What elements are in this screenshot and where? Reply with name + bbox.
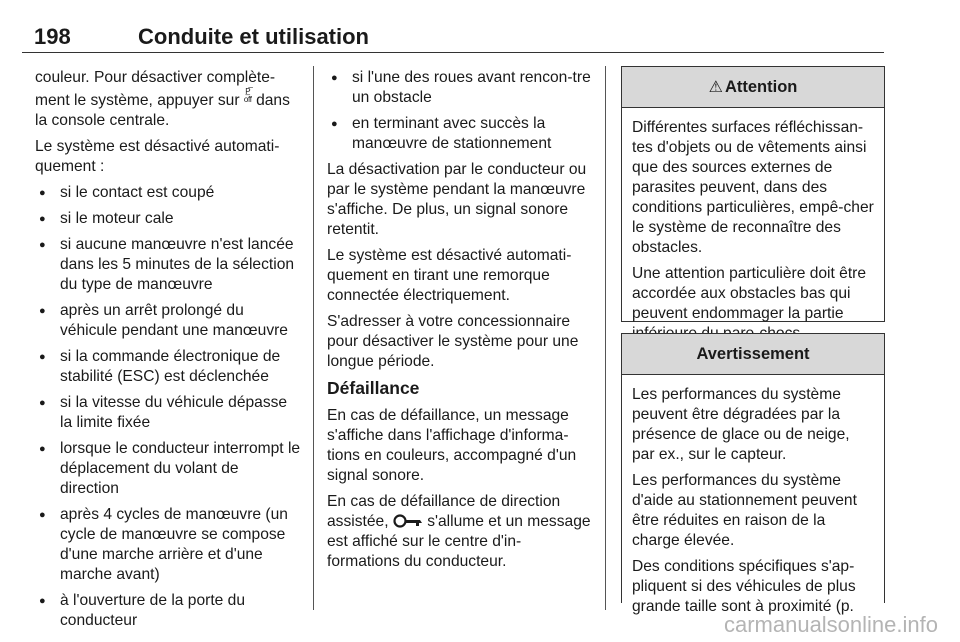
list-item: ● si le contact est coupé [35,183,301,203]
list-item: ● si la commande électronique de stabilité (ESC) est déclenchée [35,347,301,387]
watermark: carmanualsonline.info [723,612,938,637]
warning-triangle-icon: ⚠ [708,79,723,96]
col2-paragraph-1: La désactivation par le conducteur ou par le système pendant la manœuvre s'affiche. De plus, un signal sonore retentit. [327,161,587,238]
column-divider-1 [313,66,314,610]
warning-title: Avertissement [696,344,810,363]
warning-body [622,375,884,617]
list-item: ● après un arrêt prolongé du véhicule pendant une manœuvre [35,301,301,341]
list-item: ● en terminant avec succès la manœuvre de stationnement [327,114,593,154]
warning-paragraph-2: Les performances du système d'aide au stationnement peuvent être réduites en raison de la charge élevée. [632,472,857,549]
list-item: ● après 4 cycles de manœuvre (un cycle de manœuvre se compose d'une marche arrière et d'une marche avant) [35,505,301,585]
attention-body [622,108,884,344]
list-item: ● si aucune manœuvre n'est lancée dans les 5 minutes de la sélection du type de manœuvre [35,235,301,295]
list-item: ● si l'une des roues avant rencon-tre un obstacle [327,68,593,108]
page-number: 198 [34,24,71,49]
col2-paragraph-4: En cas de défaillance, un message s'affiche dans l'affichage d'informa-tions en couleurs, accompagné d'un signal sonore. [327,407,577,484]
col1-paragraph-1: couleur. Pour désactiver complète-ment le système, appuyer sur P̲̅ off dans la console centrale. [35,69,290,129]
steering-warning-icon [393,514,423,528]
attention-paragraph-1: Différentes surfaces réfléchissan-tes d'objets ou de vêtements ainsi que des sources externes de parasites peuvent, dans des conditions particulières, empê-cher le système de reconnaître des obstacles. [632,119,874,256]
list-item: ● si le moteur cale [35,209,301,229]
warning-box [621,333,885,615]
col2-paragraph-5: En cas de défaillance de direction assistée, s'allume et un message est affiché sur le centre d'in-formations du conducteur. [327,493,591,570]
page-header [22,22,884,52]
list-item: ● à l'ouverture de la porte du conducteur [35,591,301,631]
column-2 [327,68,593,578]
deactivation-list [35,183,301,631]
column-divider-2 [605,66,606,610]
warning-paragraph-1: Les performances du système peuvent être dégradées par la présence de glace ou de neige, par ex., sur le capteur. [632,386,850,463]
warning-header [622,334,884,375]
warning-paragraph-3: Des conditions spécifiques s'ap-pliquent si des véhicules de plus grande taille sont à proximité (p. [632,558,856,615]
chapter-title: Conduite et utilisation [138,24,369,49]
header-divider [22,52,884,53]
column-1 [35,68,301,637]
col1-paragraph-2: Le système est désactivé automati-quement : [35,138,280,175]
list-item: ● si la vitesse du véhicule dépasse la limite fixée [35,393,301,433]
col2-paragraph-3: S'adresser à votre concessionnaire pour désactiver le système pour une longue période. [327,313,579,370]
park-assist-off-button-icon: P̲̅ off [243,87,252,104]
attention-paragraph-2: Une attention particulière doit être accordée aux obstacles bas qui peuvent endommager la partie [632,265,867,322]
col2-paragraph-2: Le système est désactivé automati-quement en tirant une remorque connectée électriquement. [327,247,572,304]
attention-header [622,67,884,108]
list-item: ● lorsque le conducteur interrompt le déplacement du volant de direction [35,439,301,499]
section-heading-defaillance: Défaillance [327,378,420,398]
attention-box [621,66,885,322]
deactivation-list-continued [327,68,593,154]
attention-title: Attention [724,77,798,96]
